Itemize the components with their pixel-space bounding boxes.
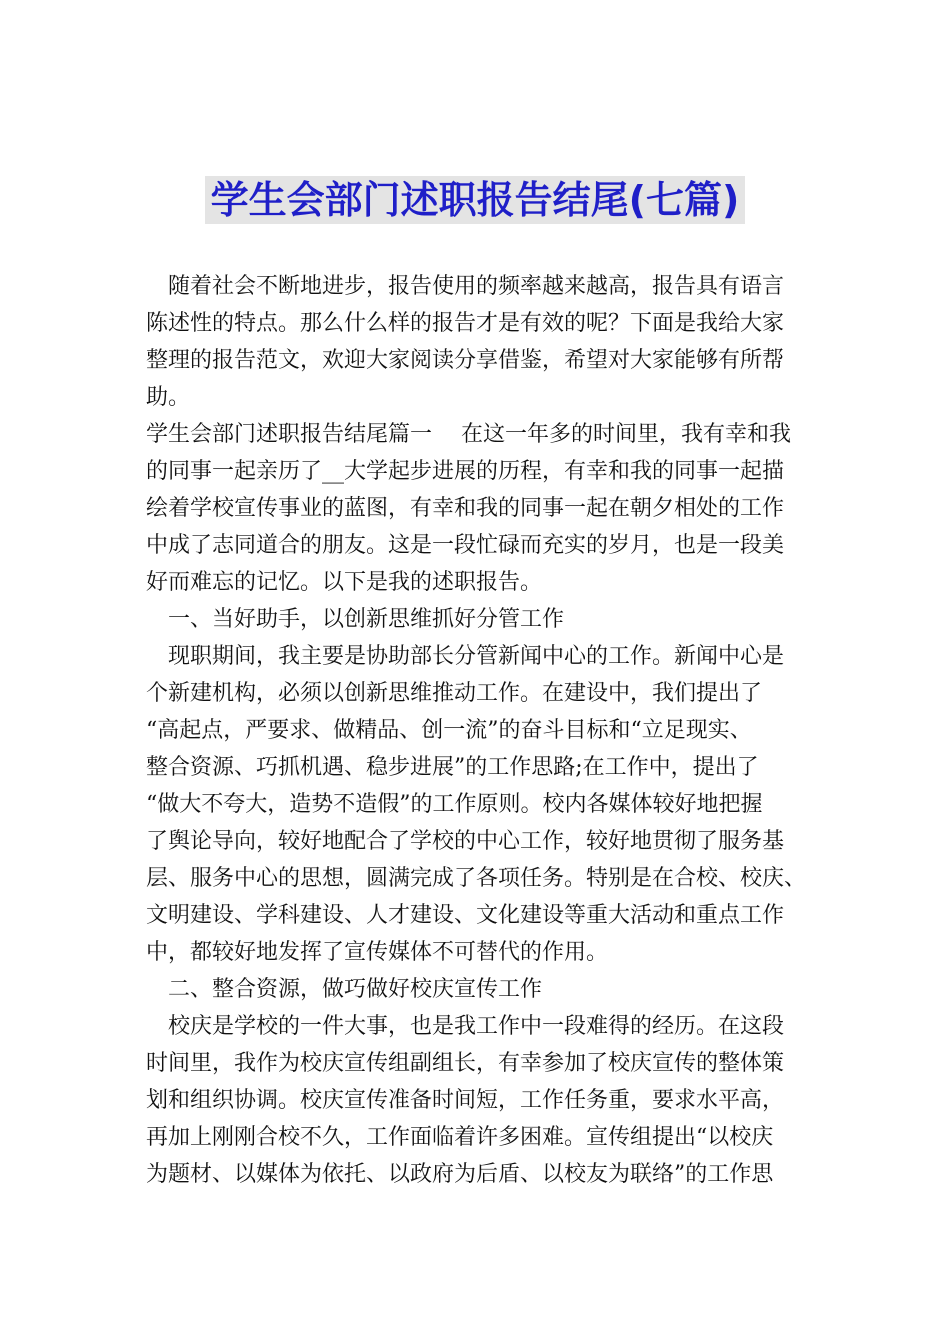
document-title: 学生会部门述职报告结尾(七篇) [205, 176, 746, 224]
text-line: 为题材、以媒体为依托、以政府为后盾、以校友为联络”的工作思 [146, 1162, 774, 1187]
text-line: 整合资源、巧抓机遇、稳步进展”的工作思路;在工作中，提出了 [146, 755, 759, 780]
text-line: 校庆是学校的一件大事，也是我工作中一段难得的经历。在这段 [146, 1014, 785, 1039]
text-line: 陈述性的特点。那么什么样的报告才是有效的呢？下面是我给大家 [146, 311, 785, 336]
text-line: 时间里，我作为校庆宣传组副组长，有幸参加了校庆宣传的整体策 [146, 1051, 785, 1076]
text-line: “高起点，严要求、做精品、创一流”的奋斗目标和“立足现实、 [146, 718, 752, 743]
text-line: 学生会部门述职报告结尾篇一 在这一年多的时间里，我有幸和我 [146, 422, 791, 447]
text-line: 随着社会不断地进步，报告使用的频率越来越高，报告具有语言 [146, 274, 785, 299]
text-line: 了舆论导向，较好地配合了学校的中心工作，较好地贯彻了服务基 [146, 829, 785, 854]
section-heading: 二、整合资源，做巧做好校庆宣传工作 [146, 977, 543, 1002]
text-line: 划和组织协调。校庆宣传准备时间短，工作任务重，要求水平高， [146, 1088, 785, 1113]
text-line: 好而难忘的记忆。以下是我的述职报告。 [146, 570, 543, 595]
text-line: 绘着学校宣传事业的蓝图，有幸和我的同事一起在朝夕相处的工作 [146, 496, 785, 521]
text-line: “做大不夸大，造势不造假”的工作原则。校内各媒体较好地把握 [146, 792, 763, 817]
document-body [146, 268, 806, 1193]
text-line: 再加上刚刚合校不久，工作面临着许多困难。宣传组提出“以校庆 [146, 1125, 774, 1150]
text-line: 整理的报告范文，欢迎大家阅读分享借鉴，希望对大家能够有所帮 [146, 348, 785, 373]
text-line: 层、服务中心的思想，圆满完成了各项任务。特别是在合校、校庆、 [146, 866, 807, 891]
text-line: 助。 [146, 385, 191, 410]
text-line: 中，都较好地发挥了宣传媒体不可替代的作用。 [146, 940, 609, 965]
text-line: 个新建机构，必须以创新思维推动工作。在建设中，我们提出了 [146, 681, 763, 706]
text-line: 中成了志同道合的朋友。这是一段忙碌而充实的岁月，也是一段美 [146, 533, 785, 558]
title-area [0, 176, 950, 224]
section-heading: 一、当好助手，以创新思维抓好分管工作 [146, 607, 565, 632]
text-line: 现职期间，我主要是协助部长分管新闻中心的工作。新闻中心是 [146, 644, 785, 669]
text-line: 的同事一起亲历了__大学起步进展的历程，有幸和我的同事一起描 [146, 459, 785, 484]
text-line: 文明建设、学科建设、人才建设、文化建设等重大活动和重点工作 [146, 903, 785, 928]
